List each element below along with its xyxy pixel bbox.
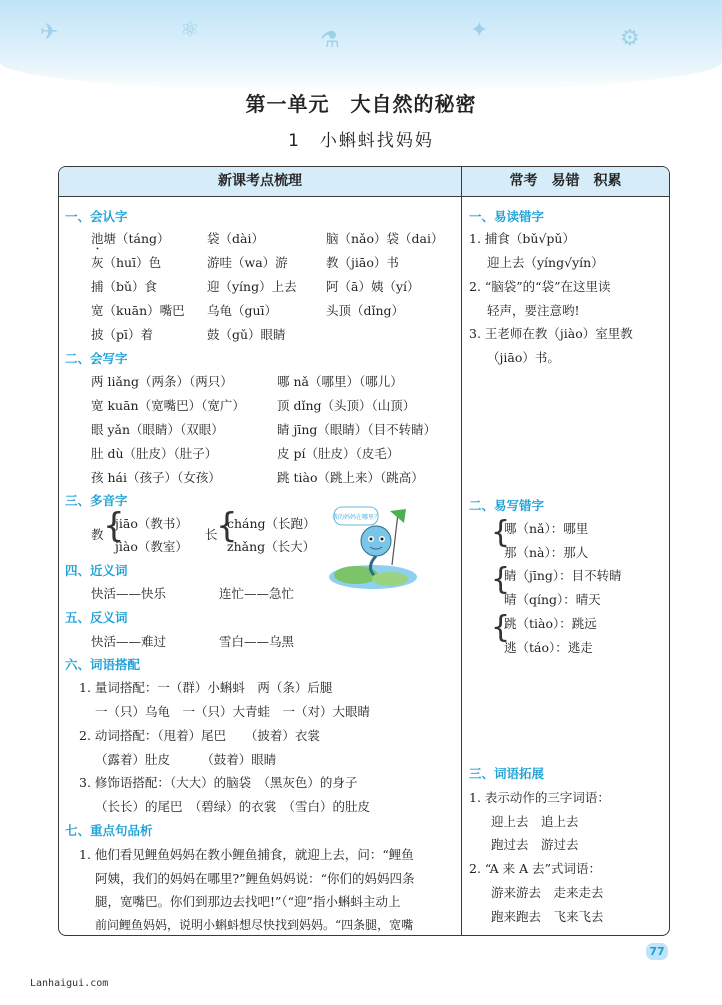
recognize-char: 袋（dài） xyxy=(207,231,264,246)
recognize-char: 鼓（gǔ）眼睛 xyxy=(207,327,286,342)
brace-icon: { xyxy=(491,515,511,550)
miswritten-char: 哪（nǎ）：哪里 xyxy=(504,521,589,536)
misread-line: 迎上去（yíng√yín） xyxy=(487,255,604,270)
polyphone-reading: cháng（长跑） xyxy=(227,516,316,531)
collocation-line: （露着）肚皮 （鼓着）眼睛 xyxy=(95,752,277,767)
recognize-char: 捕（bǔ）食 xyxy=(91,279,158,294)
footer-site: Lanhaigui.com xyxy=(30,978,109,989)
section-heading: 一、会认字 xyxy=(65,209,128,224)
miswritten-char: 睛（jīng）：目不转睛 xyxy=(504,568,622,583)
section-heading: 二、易写错字 xyxy=(469,498,545,513)
write-char: 睛 jīng（眼睛）（目不转睛） xyxy=(277,422,437,437)
miswritten-char: 跳（tiào）：跳远 xyxy=(504,616,597,631)
write-char: 眼 yǎn（眼睛）（双眼） xyxy=(91,422,224,437)
write-char: 顶 dǐng（头顶）（山顶） xyxy=(277,398,416,413)
polyphone-char: 教 xyxy=(91,527,104,542)
top-decorative-band xyxy=(0,0,722,92)
vocab-line: 1. 表示动作的三字词语： xyxy=(469,790,610,805)
collocation-line: 一（只）乌龟 一（只）大青蛙 一（对）大眼睛 xyxy=(95,704,371,719)
misread-line: 1. 捕食（bǔ√pǔ） xyxy=(469,231,575,246)
rocket-icon: ✈ xyxy=(40,20,59,45)
section-heading: 三、词语拓展 xyxy=(469,766,545,781)
polyphone-reading: jiào（教室） xyxy=(115,539,188,554)
speech-bubble-text: 我的妈妈在哪里？ xyxy=(331,514,381,521)
write-char: 孩 hái（孩子）（女孩） xyxy=(91,470,221,485)
recognize-char: 乌龟（guī） xyxy=(207,303,278,318)
header-left: 新课考点梳理 xyxy=(59,167,462,197)
brace-icon: { xyxy=(216,506,238,546)
brace-icon: { xyxy=(491,562,511,597)
section-heading: 三、多音字 xyxy=(65,493,128,508)
section-heading: 五、反义词 xyxy=(65,610,128,625)
star-icon: ✦ xyxy=(470,18,489,43)
section-heading: 六、词语搭配 xyxy=(65,657,141,672)
write-char: 两 liǎng（两条）（两只） xyxy=(91,374,233,389)
atom-icon: ⚛ xyxy=(180,18,200,43)
collocation-line: 3. 修饰语搭配：（大大）的脑袋 （黑灰色）的身子 xyxy=(79,775,358,790)
collocation-line: 2. 动词搭配：（甩着）尾巴 （披着）衣裳 xyxy=(79,728,320,743)
header-right: 常考 易错 积累 xyxy=(462,167,669,197)
vocab-line: 游来游去 走来走去 xyxy=(491,885,604,900)
vocab-line: 跑来跑去 飞来飞去 xyxy=(491,909,604,924)
synonym-pair: 快活——快乐 xyxy=(91,586,167,601)
misread-line: （jiāo）书。 xyxy=(487,350,560,365)
brace-icon: { xyxy=(491,610,511,645)
recognize-char: 灰（huī）色 xyxy=(91,255,162,270)
write-char: 宽 kuān（宽嘴巴）（宽广） xyxy=(91,398,245,413)
misread-line: 2. “脑袋”的“袋”在这里读 xyxy=(469,279,611,294)
recognize-char: 脑（nǎo）袋（dai） xyxy=(326,231,444,246)
recognize-char: 迎（yíng）上去 xyxy=(207,279,297,294)
recognize-char: 游哇（wa）游 xyxy=(207,255,288,270)
recognize-char: 披（pī）着 xyxy=(91,327,153,342)
collocation-line: （长长）的尾巴 （碧绿）的衣裳 （雪白）的肚皮 xyxy=(95,799,371,814)
analysis-line: 前问鲤鱼妈妈，说明小蝌蚪想尽快找到妈妈。“四条腿，宽嘴 xyxy=(95,918,414,932)
recognize-char: 教（jiāo）书 xyxy=(326,255,399,270)
miswritten-char: 晴（qíng）：晴天 xyxy=(504,592,601,607)
brace-icon: { xyxy=(103,506,125,546)
polyphone-reading: jiāo（教书） xyxy=(115,516,188,531)
section-heading: 七、重点句品析 xyxy=(65,823,153,838)
vocab-line: 迎上去 追上去 xyxy=(491,814,579,829)
antonym-pair: 雪白——乌黑 xyxy=(219,634,295,649)
analysis-line: 1. 他们看见鲤鱼妈妈在教小鲤鱼捕食，就迎上去，问：“鲤鱼 xyxy=(79,847,414,862)
tadpole-illustration xyxy=(326,505,420,591)
collocation-line: 1. 量词搭配：一（群）小蝌蚪 两（条）后腿 xyxy=(79,680,333,695)
section-heading: 一、易读错字 xyxy=(469,209,545,224)
miswritten-char: 那（nà）：那人 xyxy=(504,545,589,560)
write-char: 肚 dù（肚皮）（肚子） xyxy=(91,446,218,461)
lesson-title: 1 小蝌蚪找妈妈 xyxy=(288,131,434,151)
analysis-line: 阿姨，我们的妈妈在哪里?”鲤鱼妈妈说：“你们的妈妈四条 xyxy=(95,871,415,886)
flask-icon: ⚗ xyxy=(320,28,340,53)
synonym-pair: 连忙——急忙 xyxy=(219,586,295,601)
recognize-char: 池塘（táng） xyxy=(91,231,170,246)
section-heading: 二、会写字 xyxy=(65,351,128,366)
unit-title: 第一单元 大自然的秘密 xyxy=(245,92,477,116)
vocab-line: 2. “A 来 A 去”式词语： xyxy=(469,861,602,876)
polyphone-char: 长 xyxy=(205,527,218,542)
column-divider xyxy=(461,196,462,936)
misread-line: 轻声，要注意哟! xyxy=(487,303,580,318)
recognize-char: 阿（ā）姨（yí） xyxy=(326,279,420,294)
write-char: 跳 tiào（跳上来）（跳高） xyxy=(277,470,424,485)
vocab-line: 跑过去 游过去 xyxy=(491,837,579,852)
miswritten-char: 逃（táo）：逃走 xyxy=(504,640,593,655)
recognize-char: 宽（kuān）嘴巴 xyxy=(91,303,185,318)
page-number: 77 xyxy=(646,943,668,960)
antonym-pair: 快活——难过 xyxy=(91,634,167,649)
analysis-line: 腿，宽嘴巴。你们到那边去找吧!”（“迎”指小蝌蚪主动上 xyxy=(95,894,401,909)
polyphone-reading: zhǎng（长大） xyxy=(227,539,316,554)
recognize-char: 头顶（dǐng） xyxy=(326,303,405,318)
section-heading: 四、近义词 xyxy=(65,563,128,578)
write-char: 哪 nǎ（哪里）（哪儿） xyxy=(277,374,403,389)
gear-icon: ⚙ xyxy=(620,26,640,51)
write-char: 皮 pí（肚皮）（皮毛） xyxy=(277,446,400,461)
misread-line: 3. 王老师在教（jiào）室里教 xyxy=(469,326,633,341)
